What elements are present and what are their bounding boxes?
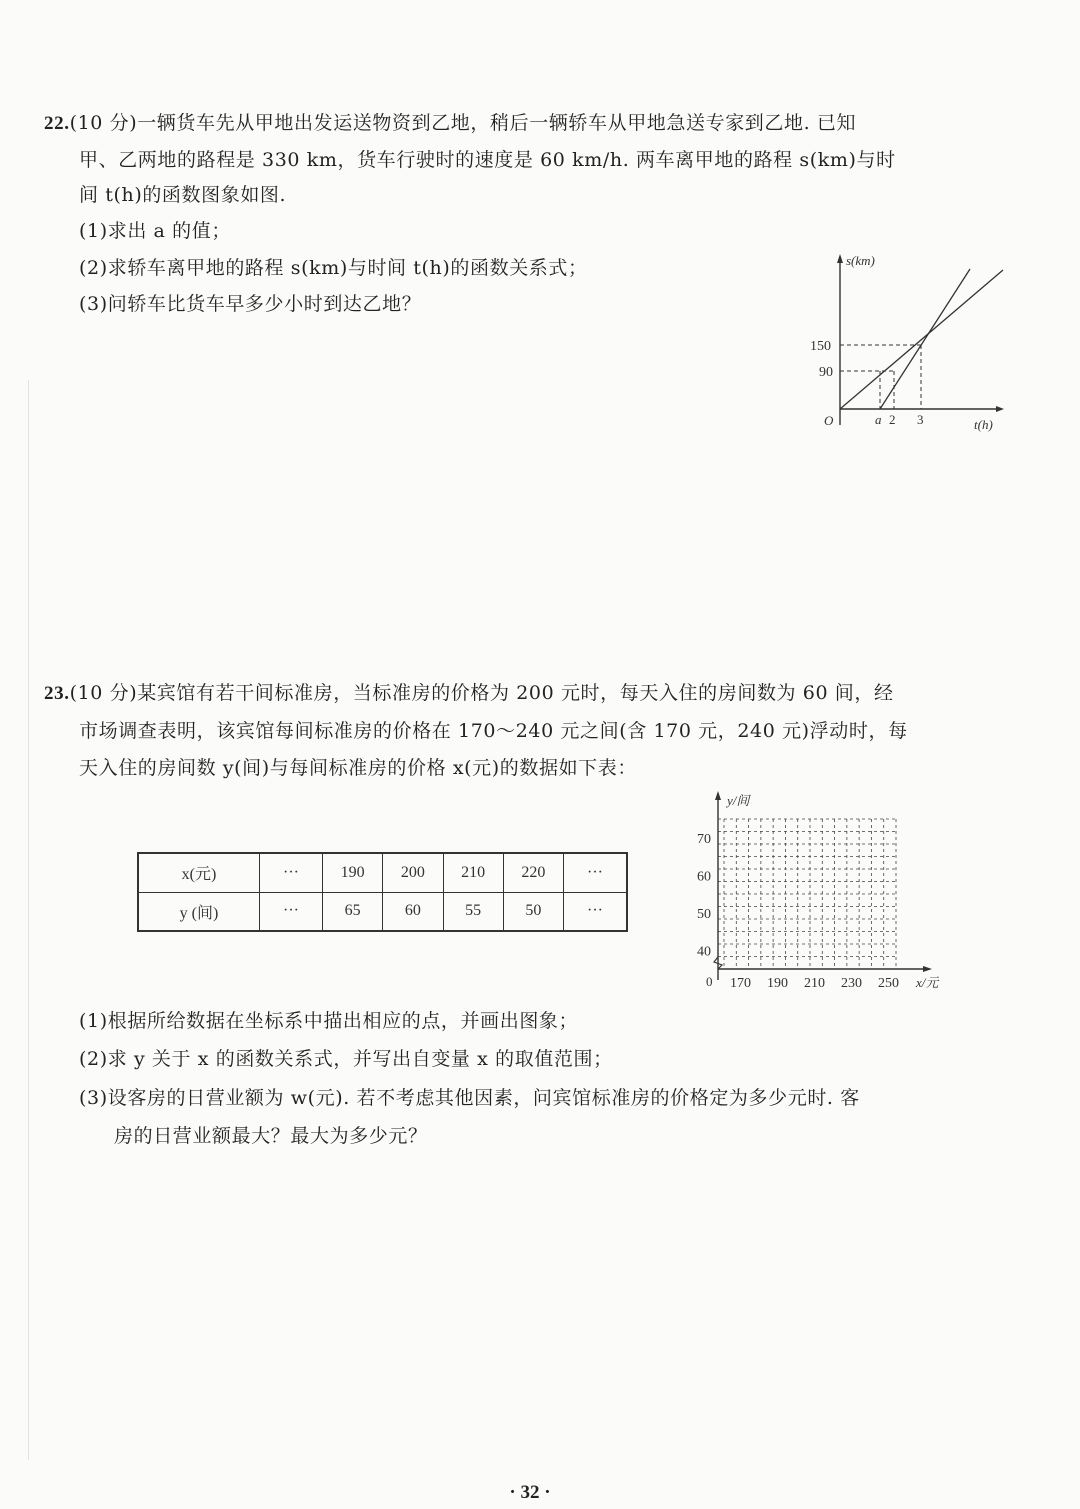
table-cell-y: 65 — [323, 892, 383, 931]
q22-x-tick-3: 3 — [917, 412, 924, 427]
q22-sub2: (2)求轿车离甲地的路程 s(km)与时间 t(h)的函数关系式； — [79, 257, 588, 279]
q23-y-axis-label: y/间 — [727, 793, 750, 808]
table-cell-x-label: x(元) — [138, 853, 260, 892]
table-cell-y: 55 — [443, 892, 503, 931]
x-tick-label: 250 — [878, 976, 899, 991]
table-cell-x: 210 — [443, 853, 503, 892]
y-tick-label: 40 — [697, 944, 711, 960]
q23-number: 23. — [44, 683, 70, 704]
table-cell-x: 200 — [383, 853, 443, 892]
q23-line1 — [44, 678, 894, 705]
q22-y-axis-label: s(km) — [846, 253, 875, 268]
q23-x-axis-label: x/元 — [916, 975, 939, 990]
q22-stem-3: 间 t(h)的函数图象如图. — [79, 184, 287, 206]
table-cell-y: 50 — [503, 892, 563, 931]
y-tick-label: 60 — [697, 869, 711, 885]
q22-x-tick-a: a — [875, 412, 882, 427]
y-tick-label: 50 — [697, 906, 711, 922]
q23-sub3: (3)设客房的日营业额为 w(元). 若不考虑其他因素，问宾馆标准房的价格定为多少元时. 客 — [79, 1087, 860, 1109]
q22-stem-1: (10 分)一辆货车先从甲地出发运送物资到乙地，稍后一辆轿车从甲地急送专家到乙地. 已知 — [69, 112, 857, 134]
table-cell-ellipsis: ··· — [260, 892, 323, 931]
q22-x-arrow — [996, 406, 1004, 412]
table-cell-ellipsis: ··· — [564, 892, 628, 931]
q23-sub2: (2)求 y 关于 x 的函数关系式，并写出自变量 x 的取值范围； — [79, 1048, 613, 1070]
q22-number: 22. — [44, 113, 70, 134]
x-tick-label: 170 — [730, 976, 751, 991]
page-margin-line — [28, 380, 29, 1460]
q22-graph — [800, 245, 1020, 445]
q22-y-tick-90: 90 — [819, 365, 833, 380]
table-cell-y-label: y (间) — [138, 892, 260, 931]
y-tick-label: 70 — [697, 831, 711, 847]
table-cell-x: 220 — [503, 853, 563, 892]
q23-grid — [718, 819, 896, 969]
table-row — [138, 892, 627, 931]
table-row — [138, 853, 627, 892]
q22-x-tick-2: 2 — [889, 412, 896, 427]
q23-stem-2: 市场调查表明，该宾馆每间标准房的价格在 170～240 元之间(含 170 元，240 元)浮动时，每 — [79, 720, 908, 742]
q22-y-tick-150: 150 — [810, 339, 831, 354]
page-number: · 32 · — [509, 1482, 551, 1503]
table-cell-ellipsis: ··· — [564, 853, 628, 892]
q23-x-arrow — [923, 966, 932, 972]
table-cell-x: 190 — [323, 853, 383, 892]
q23-stem-3: 天入住的房间数 y(间)与每间标准房的价格 x(元)的数据如下表： — [79, 757, 637, 779]
q22-x-axis-label: t(h) — [974, 417, 993, 432]
q22-y-arrow — [837, 254, 843, 263]
q23-y-arrow — [715, 791, 721, 800]
table-cell-y: 60 — [383, 892, 443, 931]
q23-sub1: (1)根据所给数据在坐标系中描出相应的点，并画出图象； — [79, 1010, 579, 1032]
q22-sub1: (1)求出 a 的值； — [79, 220, 231, 242]
q23-data-table — [137, 852, 628, 932]
x-tick-label: 190 — [767, 976, 788, 991]
q23-sub3-cont: 房的日营业额最大？最大为多少元？ — [114, 1125, 428, 1147]
q23-graph — [690, 785, 960, 1000]
q22-line1 — [44, 108, 856, 135]
q23-origin-label: 0 — [706, 974, 713, 989]
x-tick-label: 210 — [804, 976, 825, 991]
q22-car-line — [880, 269, 970, 409]
q22-stem-2: 甲、乙两地的路程是 330 km，货车行驶时的速度是 60 km/h. 两车离甲地的路程 s(km)与时 — [79, 149, 896, 171]
q22-origin-label: O — [824, 413, 834, 428]
table-cell-ellipsis: ··· — [260, 853, 323, 892]
q23-stem-1: (10 分)某宾馆有若干间标准房，当标准房的价格为 200 元时，每天入住的房间数为 60 间，经 — [69, 682, 894, 704]
q22-sub3: (3)问轿车比货车早多少小时到达乙地？ — [79, 293, 422, 315]
x-tick-label: 230 — [841, 976, 862, 991]
